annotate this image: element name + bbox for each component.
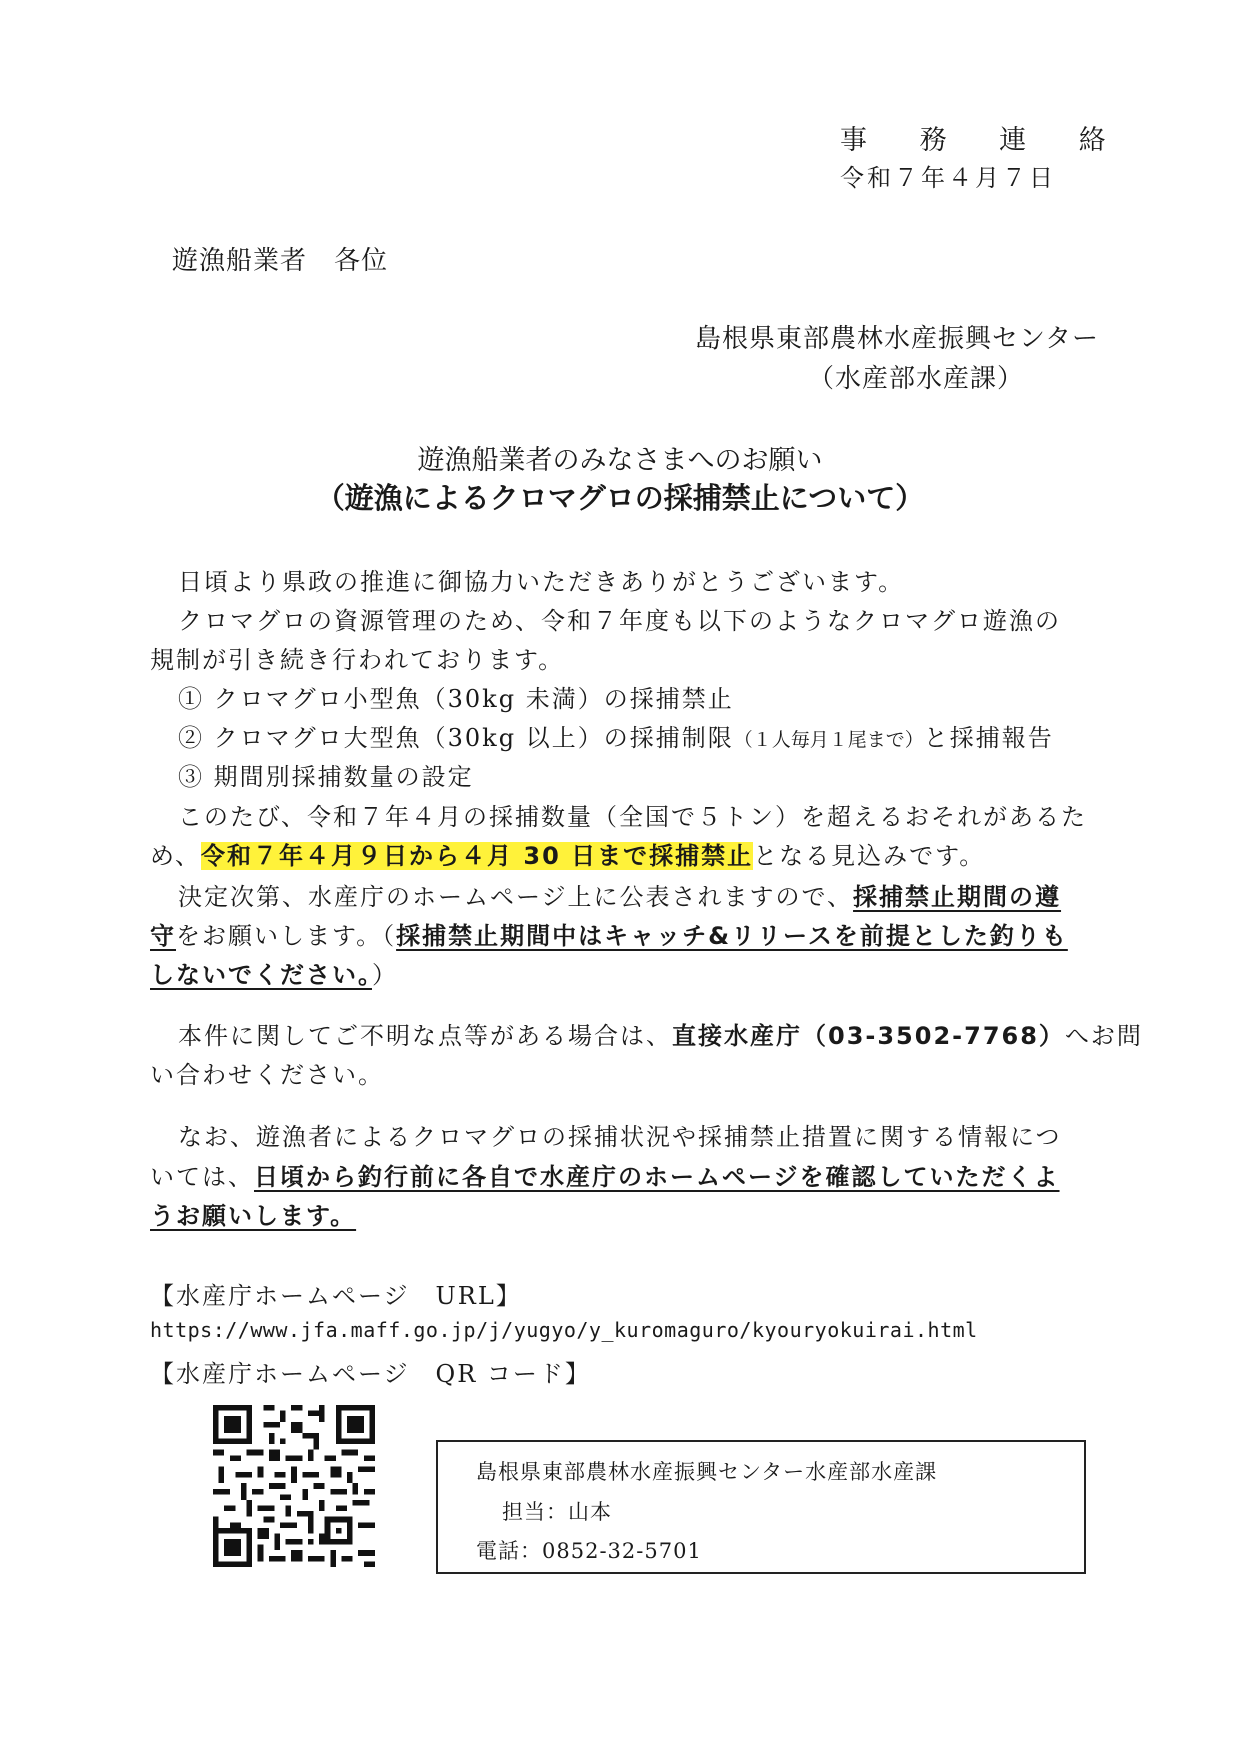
text-segment: いては、 bbox=[150, 1163, 254, 1191]
body-paragraph-4-line-1 bbox=[178, 877, 1061, 912]
list-item-text: 期間別採捕数量の設定 bbox=[213, 763, 474, 791]
underlined-emphasis: 日頃から釣行前に各自で水産庁のホームページを確認していただくよ bbox=[254, 1163, 1060, 1191]
list-item-note: （１人毎月１尾まで） bbox=[733, 729, 924, 751]
underlined-emphasis: 守 bbox=[150, 922, 176, 950]
underlined-emphasis: 採捕禁止期間の遵 bbox=[853, 883, 1062, 911]
sender-dept: （水産部水産課） bbox=[808, 364, 1025, 394]
body-paragraph-6-line-3 bbox=[150, 1196, 356, 1231]
text-segment: ） bbox=[372, 961, 398, 989]
document-type: 事 務 連 絡 bbox=[840, 125, 1128, 156]
text-segment: へお問 bbox=[1064, 1022, 1143, 1050]
underlined-emphasis: 採捕禁止期間中はキャッチ&リリースを前提とした釣りも bbox=[396, 922, 1068, 950]
text-segment: 本件に関してご不明な点等がある場合は、 bbox=[178, 1022, 672, 1050]
body-paragraph-5-line-2: い合わせください。 bbox=[150, 1061, 384, 1089]
underlined-emphasis: しないでください。 bbox=[150, 961, 372, 989]
body-paragraph-3-line-1: このたび、令和７年４月の採捕数量（全国で５トン）を超えるおそれがあるた bbox=[178, 803, 1088, 831]
text-segment: め、 bbox=[150, 842, 202, 870]
body-paragraph-2-line-1: クロマグロの資源管理のため、令和７年度も以下のようなクロマグロ遊漁の bbox=[178, 607, 1062, 635]
text-segment: 決定次第、水産庁のホームページ上に公表されますので、 bbox=[178, 883, 854, 911]
body-paragraph-3-line-2 bbox=[150, 836, 985, 871]
text-segment: となる見込みです。 bbox=[753, 842, 986, 870]
contact-phone: 電話：0852-32-5701 bbox=[476, 1539, 702, 1563]
list-item bbox=[178, 757, 474, 792]
url-label: 【水産庁ホームページ URL】 bbox=[150, 1282, 522, 1310]
list-item-text: クロマグロ小型魚（30kg 未満）の採捕禁止 bbox=[213, 685, 734, 713]
addressee: 遊漁船業者 各位 bbox=[172, 246, 389, 276]
text-segment: をお願いします。（ bbox=[176, 922, 397, 950]
body-paragraph-4-line-2 bbox=[150, 916, 1068, 951]
body-paragraph-5-line-1 bbox=[178, 1016, 1143, 1051]
contact-person: 担当：山本 bbox=[502, 1500, 612, 1524]
body-paragraph-6-line-1: なお、遊漁者によるクロマグロの採捕状況や採捕禁止措置に関する情報につ bbox=[178, 1123, 1062, 1151]
list-item bbox=[178, 718, 1054, 753]
highlighted-closure-period: 令和７年４月９日から４月 30 日まで採捕禁止 bbox=[201, 842, 754, 870]
list-item bbox=[178, 679, 734, 714]
contact-box bbox=[436, 1440, 1086, 1574]
document-date: 令和７年４月７日 bbox=[840, 164, 1056, 192]
contact-org: 島根県東部農林水産振興センター水産部水産課 bbox=[476, 1460, 938, 1484]
underlined-emphasis: うお願いします。 bbox=[150, 1202, 357, 1230]
list-item-mark: ② bbox=[178, 724, 204, 752]
body-paragraph-4-line-3 bbox=[150, 955, 398, 990]
qr-label: 【水産庁ホームページ QR コード】 bbox=[150, 1360, 591, 1388]
title-line-2: （遊漁によるクロマグロの採捕禁止について） bbox=[315, 481, 925, 515]
body-paragraph-2-line-2: 規制が引き続き行われております。 bbox=[150, 646, 565, 674]
list-item-text: クロマグロ大型魚（30kg 以上）の採捕制限 bbox=[213, 724, 734, 752]
title-line-1: 遊漁船業者のみなさまへのお願い bbox=[417, 445, 823, 476]
list-item-mark: ③ bbox=[178, 763, 204, 791]
jfa-url-link[interactable]: https://www.jfa.maff.go.jp/j/yugyo/y_kuromaguro/kyouryokuirai.html bbox=[150, 1318, 978, 1342]
qr-code-icon[interactable] bbox=[213, 1405, 375, 1567]
body-paragraph-6-line-2 bbox=[150, 1157, 1060, 1192]
sender-org: 島根県東部農林水産振興センター bbox=[695, 324, 1099, 354]
list-item-tail: と採捕報告 bbox=[923, 724, 1054, 752]
contact-phone-emphasis: 直接水産庁（03-3502-7768） bbox=[672, 1022, 1065, 1050]
list-item-mark: ① bbox=[178, 685, 204, 713]
body-paragraph-1: 日頃より県政の推進に御協力いただきありがとうございます。 bbox=[178, 568, 905, 596]
